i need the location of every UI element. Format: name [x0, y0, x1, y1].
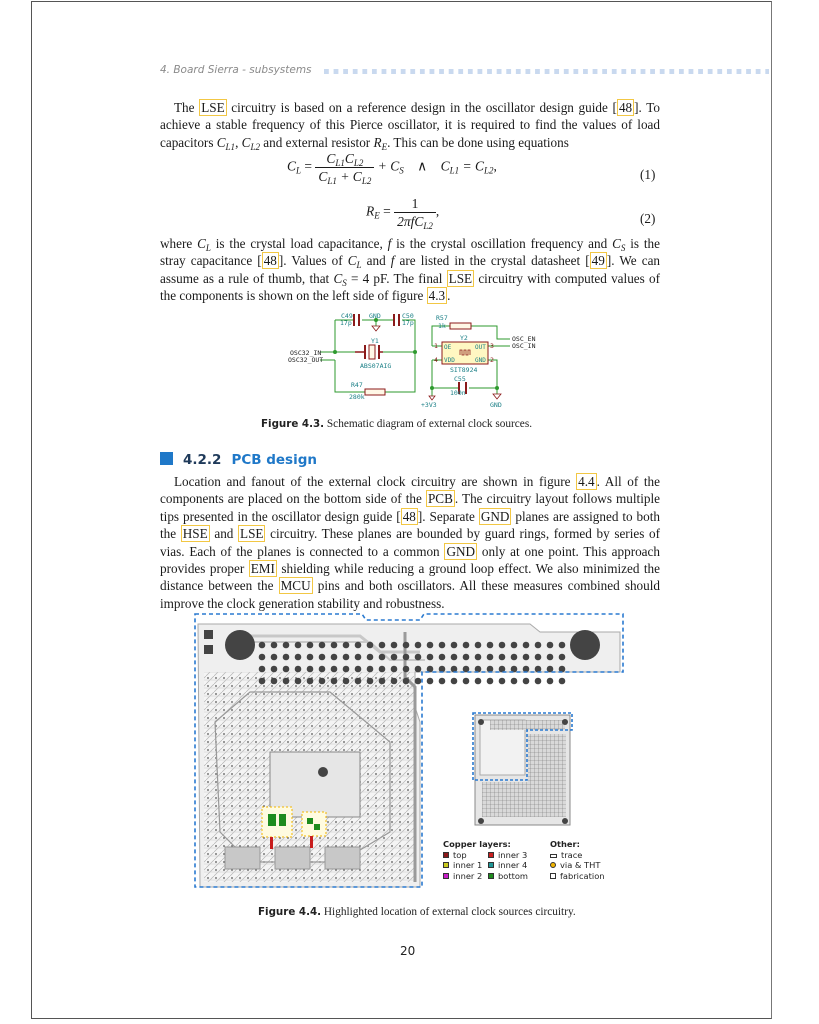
- header-pin: [499, 642, 506, 649]
- header-pin: [343, 678, 350, 685]
- capacitor-c50: [394, 314, 399, 326]
- ground-symbol-icon: [493, 394, 501, 399]
- citation-link-48[interactable]: 48: [402, 508, 416, 524]
- schematic-diagram: [280, 312, 536, 409]
- math-var: C: [612, 236, 621, 251]
- text: . This can be done using equations: [387, 134, 569, 150]
- header-pin: [559, 642, 566, 649]
- text: is the stray capacitance: [160, 236, 660, 269]
- math-sub: L2: [484, 165, 494, 176]
- math-var: C: [333, 270, 343, 286]
- math-sub: L: [205, 243, 211, 253]
- text: ,: [493, 158, 497, 174]
- text: . We can assume as a rule of thumb, that: [160, 253, 661, 286]
- text: circuitry is based on a reference design in the oscillator design guide: [226, 100, 613, 115]
- legend-label: bottom: [498, 870, 529, 881]
- figure-4-3-caption: [261, 418, 532, 430]
- acronym-link-hse[interactable]: HSE: [182, 526, 208, 542]
- text: only at one point. This approach provides proper: [160, 543, 660, 577]
- header-pin: [559, 678, 566, 685]
- text: . The circuitry layout follows multiple tips presented in the oscillator design guide: [160, 491, 660, 524]
- header-pin: [319, 642, 326, 649]
- label-3v3: +3V3: [421, 401, 437, 409]
- acronym-link-pcb[interactable]: PCB: [427, 491, 453, 507]
- header-pin: [391, 666, 398, 673]
- math-var: C: [347, 253, 357, 269]
- header-pin: [271, 642, 278, 649]
- running-head: 4. Board Sierra - subsystems: [160, 64, 312, 76]
- header-pin: [379, 654, 386, 661]
- paragraph-definitions: where $C_L$ is the crystal load capacitance, f is the crystal oscillation frequency and $C_S$ is the stray capacitance [ 48 ]. Values of $C_L$ and f are listed in the crystal datasheet [ 49 ]. We can assume as a rule of thumb, that $C_S = 4$ pF. The final LSE circuitry with computed values of the components is shown on the left side of figure 4.3 .: [160, 236, 661, 304]
- header-pin: [355, 678, 362, 685]
- header-pin: [259, 642, 266, 649]
- legend-item-fabrication: [550, 871, 605, 882]
- header-pin: [307, 678, 314, 685]
- fiducial-square: [204, 645, 213, 654]
- text: . To achieve a stable frequency of this Pierce oscillator, it is required to find the values of load capacitors: [160, 100, 660, 150]
- header-pin: [463, 678, 470, 685]
- text: = 4 pF. The final: [346, 270, 447, 286]
- legend-label: inner 2: [453, 870, 483, 881]
- header-pin: [523, 642, 530, 649]
- legend-item-via: [550, 860, 605, 871]
- fraction: [315, 150, 374, 185]
- header-pin: [547, 678, 554, 685]
- math-var: R: [373, 134, 382, 150]
- label-gnd: GND: [369, 312, 381, 320]
- label-y1: Y1: [371, 337, 379, 345]
- header-pin: [499, 678, 506, 685]
- text: is the crystal load capacitance,: [210, 236, 388, 251]
- legend-label: inner 3: [498, 849, 528, 860]
- legend-label: inner 4: [498, 860, 528, 870]
- acronym-link-lse[interactable]: LSE: [448, 270, 473, 286]
- text: and: [361, 253, 391, 269]
- header-pin: [295, 642, 302, 649]
- acronym-link-gnd[interactable]: GND: [480, 508, 510, 524]
- section-heading: [160, 452, 317, 468]
- net-osc32-in: OSC32_IN: [290, 349, 322, 357]
- header-pin: [415, 654, 422, 661]
- math-var: f: [387, 236, 392, 251]
- legend-label: trace: [561, 849, 583, 860]
- paragraph-pcb-design: Location and fanout of the external clock circuitry are shown in figure 4.4 . All of the components are placed on the bottom side of the PCB . The circuitry layout follows multiple tips presented in the oscillator design guide [ 48 ]. Separate GND planes are assigned to both the HSE and LSE circuitry. These planes are bounded by guard rings, formed by series of vias. Each of the planes is connected to a common GND only at one point. This approach provides proper EMI shielding while reducing a ground loop effect. We also minimized the distance between the MCU pins and both oscillators. All these measures combined should improve the clock generation stability and robustness.: [160, 474, 660, 611]
- header-pin: [379, 678, 386, 685]
- header-pin: [403, 642, 410, 649]
- header-pin: [511, 678, 518, 685]
- header-pin: [367, 666, 374, 673]
- header-pin: [367, 678, 374, 685]
- header-pin: [355, 666, 362, 673]
- math-var: C: [287, 158, 297, 174]
- header-pin: [475, 642, 482, 649]
- math-sub: E: [374, 210, 380, 221]
- header-pin: [451, 654, 458, 661]
- header-pin: [415, 678, 422, 685]
- math-sub: L2: [250, 141, 260, 152]
- text: .: [447, 288, 451, 304]
- layer-swatch-icon: [443, 852, 449, 858]
- pin-2: 2: [490, 356, 494, 364]
- pad-group: [275, 847, 310, 869]
- math-var: C: [440, 158, 450, 174]
- header-pin: [535, 678, 542, 685]
- header-pin: [331, 654, 338, 661]
- pin-3: 3: [490, 342, 494, 350]
- header-pin: [367, 654, 374, 661]
- header-pin: [271, 654, 278, 661]
- fiducial-square: [204, 630, 213, 639]
- header-pin: [283, 678, 290, 685]
- header-pin: [451, 642, 458, 649]
- text: and external resistor: [259, 134, 374, 150]
- legend-item-inner4: [488, 860, 528, 871]
- section-title: PCB design: [231, 452, 317, 468]
- math-var: C: [197, 236, 206, 251]
- pad-group: [325, 847, 360, 869]
- math-sub: L1: [449, 165, 460, 176]
- text: . Values of: [283, 253, 348, 269]
- header-pin: [439, 678, 446, 685]
- part-y1: ABS07AIG: [360, 362, 392, 370]
- header-pin: [271, 666, 278, 673]
- capacitor-c49: [354, 314, 359, 326]
- equation-number-1: (1): [640, 167, 656, 182]
- math-var: C: [344, 151, 354, 166]
- header-pin: [523, 654, 530, 661]
- equation-number-2: (2): [640, 211, 656, 226]
- math-sub: L1: [327, 176, 337, 186]
- header-pin: [547, 642, 554, 649]
- header-pin: [331, 642, 338, 649]
- header-pin: [511, 642, 518, 649]
- numerator: 1: [394, 195, 436, 213]
- math-var: f: [390, 253, 395, 269]
- header-pin: [451, 678, 458, 685]
- citation-link-48[interactable]: 48: [618, 100, 633, 115]
- header-pin: [439, 642, 446, 649]
- header-pin: [367, 642, 374, 649]
- numerator: [315, 150, 374, 168]
- math-var: 2πfC: [397, 214, 424, 229]
- acronym-link-lse[interactable]: LSE: [240, 526, 264, 542]
- header-pin: [259, 666, 266, 673]
- math-sub: L2: [353, 158, 364, 168]
- figure-4-4-caption: [258, 906, 576, 918]
- label-c50: C50: [402, 312, 414, 320]
- caption-text: Highlighted location of external clock sources circuitry.: [321, 906, 576, 918]
- header-pin: [463, 654, 470, 661]
- label-r47: R47: [351, 381, 363, 389]
- header-pin: [259, 678, 266, 685]
- math-sub: S: [399, 165, 404, 176]
- math-sub: L2: [423, 221, 433, 231]
- text: ,: [435, 203, 440, 219]
- layer-swatch-icon: [443, 873, 449, 879]
- pin-name-oe: OE: [444, 344, 452, 351]
- header-pin: [403, 666, 410, 673]
- pin-name-gnd: GND: [475, 357, 486, 364]
- mounting-hole: [570, 630, 600, 660]
- label-gnd-bottom: GND: [490, 401, 502, 409]
- header-pin: [331, 666, 338, 673]
- caption-label: Figure 4.3.: [261, 418, 325, 430]
- pcb-overview-thumbnail: [473, 713, 572, 825]
- net-osc-in: OSC_IN: [512, 342, 536, 350]
- text: circuitry with computed values of the components is shown on the left side of figure: [160, 270, 660, 304]
- header-pin: [355, 654, 362, 661]
- resistor-r57: [450, 323, 471, 329]
- math-var: C: [326, 151, 336, 166]
- text: are listed in the crystal datasheet: [394, 253, 586, 269]
- citation-link-49[interactable]: 49: [591, 253, 605, 269]
- legend-label: top: [453, 849, 467, 860]
- header-pin: [319, 666, 326, 673]
- trace-swatch-icon: [550, 854, 557, 858]
- header-pin: [319, 654, 326, 661]
- value-c50: 17p: [402, 319, 414, 327]
- math-var: C: [216, 134, 226, 150]
- fabrication-swatch-icon: [550, 873, 556, 879]
- acronym-link-emi[interactable]: EMI: [250, 561, 275, 577]
- legend-item-trace: [550, 850, 605, 861]
- header-pin: [403, 678, 410, 685]
- legend-label: fabrication: [560, 870, 605, 881]
- header-pin: [283, 642, 290, 649]
- math-var: + C: [374, 158, 400, 174]
- section-marker-icon: [160, 452, 173, 465]
- header-pin: [259, 654, 266, 661]
- text: circuitry. These planes are bounded by guard rings, formed by series of vias. Each of the planes is connected to a common: [160, 526, 660, 559]
- header-pin: [295, 678, 302, 685]
- header-pin: [535, 654, 542, 661]
- text: ,: [235, 134, 242, 150]
- running-head-dots: [324, 69, 769, 74]
- caption-label: Figure 4.4.: [258, 906, 322, 918]
- text: Location and fanout of the external clock circuitry are shown in figure: [174, 474, 577, 489]
- pin-name-vdd: VDD: [444, 357, 455, 364]
- figure-link-4-4[interactable]: 4.4: [578, 474, 595, 489]
- legend-copper-title: Copper layers:: [443, 839, 511, 849]
- fraction: [394, 195, 436, 230]
- header-pin: [343, 642, 350, 649]
- acronym-link-gnd[interactable]: GND: [446, 543, 476, 559]
- text: where: [160, 236, 198, 251]
- math-sub: E: [381, 141, 388, 152]
- header-pin: [379, 666, 386, 673]
- header-pin: [331, 678, 338, 685]
- math-op: =: [301, 158, 316, 174]
- equation-2: [366, 195, 439, 230]
- resistor-r47: [365, 389, 385, 395]
- math-var: = C: [459, 158, 484, 174]
- label-y2: Y2: [460, 334, 468, 342]
- header-pin: [559, 654, 566, 661]
- header-pin: [391, 654, 398, 661]
- part-y2: SIT8924: [450, 366, 478, 374]
- text: . Separate: [422, 508, 479, 524]
- header-pin: [535, 642, 542, 649]
- text: pins and both oscillators. All these measures combined should improve the clock generation stability and robustness.: [160, 578, 660, 611]
- equation-1: [287, 150, 497, 185]
- header-pin: [415, 642, 422, 649]
- header-pin: [307, 642, 314, 649]
- math-var: + C: [336, 169, 362, 184]
- header-pin: [439, 654, 446, 661]
- header-pin: [307, 654, 314, 661]
- math-sub: L: [356, 260, 362, 271]
- section-number: 4.2.2: [183, 452, 222, 468]
- header-pin: [547, 654, 554, 661]
- acronym-link-mcu[interactable]: MCU: [280, 578, 311, 594]
- header-pin: [319, 678, 326, 685]
- figure-link-4-3[interactable]: 4.3: [428, 288, 446, 304]
- layer-swatch-icon: [488, 852, 494, 858]
- header-pin: [343, 654, 350, 661]
- header-pin: [523, 678, 530, 685]
- header-pin: [391, 642, 398, 649]
- legend-label: inner 1: [453, 860, 483, 870]
- header-pin: [283, 654, 290, 661]
- header-pin: [463, 642, 470, 649]
- header-pin: [427, 654, 434, 661]
- math-sub: L1: [225, 141, 236, 152]
- header-pin: [343, 666, 350, 673]
- text: and: [209, 526, 239, 542]
- header-pin: [487, 642, 494, 649]
- layer-swatch-icon: [443, 862, 449, 868]
- caption-text: Schematic diagram of external clock sources.: [324, 418, 533, 430]
- legend-item-inner3: [488, 850, 528, 861]
- header-pin: [427, 678, 434, 685]
- math-sub: S: [342, 277, 347, 288]
- pin-name-out: OUT: [475, 344, 486, 351]
- header-pin: [499, 654, 506, 661]
- value-r47: 280k: [349, 393, 365, 401]
- header-pin: [307, 666, 314, 673]
- math-sub: L: [296, 165, 302, 176]
- value-c49: 17p: [340, 319, 352, 327]
- mounting-hole: [225, 630, 255, 660]
- via-swatch-icon: [550, 862, 556, 868]
- math-var: R: [366, 203, 375, 219]
- via: [318, 767, 328, 777]
- legend-other-title: Other:: [550, 839, 580, 849]
- header-pin: [391, 678, 398, 685]
- header-pin: [355, 642, 362, 649]
- math-sub: L1: [335, 158, 345, 168]
- ground-symbol-icon: [372, 326, 380, 331]
- denominator: [394, 213, 436, 230]
- header-pin: [415, 666, 422, 673]
- math-var: C: [241, 134, 251, 150]
- net-osc32-out: OSC32_OUT: [288, 356, 324, 364]
- header-pin: [427, 642, 434, 649]
- header-pin: [475, 654, 482, 661]
- value-c55: 100n: [450, 389, 466, 397]
- label-r57: R57: [436, 314, 448, 322]
- acronym-link-lse[interactable]: LSE: [201, 100, 225, 115]
- pin-4: 4: [434, 356, 438, 364]
- label-c55: C55: [454, 375, 466, 383]
- math-sub: S: [620, 243, 626, 253]
- label-c49: C49: [341, 312, 353, 320]
- legend-item-bottom: [488, 871, 528, 882]
- paragraph-lse-intro: The LSE circuitry is based on a reference design in the oscillator design guide [ 48 ]. To achieve a stable frequency of this Pierce oscillator, it is required to find the values of load capacitors $C_{L1}$, $C_{L2}$ and external resistor $R_E$. This can be done using equations: [160, 100, 660, 152]
- text: is the crystal oscillation frequency and: [391, 236, 613, 251]
- header-pin: [511, 654, 518, 661]
- layer-swatch-icon: [488, 862, 494, 868]
- math-op: =: [379, 203, 395, 219]
- denominator: [315, 168, 374, 185]
- page-number: 20: [400, 944, 416, 958]
- math-op: ∧: [417, 158, 428, 174]
- net-osc-en: OSC_EN: [512, 335, 536, 343]
- pin-1: 1: [434, 342, 438, 350]
- header-pin: [271, 678, 278, 685]
- value-r57: 1k: [438, 322, 446, 330]
- header-pin: [403, 654, 410, 661]
- citation-link-48[interactable]: 48: [263, 253, 277, 269]
- math-sub: L2: [361, 176, 372, 186]
- math-var: C: [318, 169, 328, 184]
- header-pin: [487, 654, 494, 661]
- text: The: [174, 100, 200, 115]
- header-pin: [283, 666, 290, 673]
- header-pin: [295, 666, 302, 673]
- header-pin: [475, 678, 482, 685]
- crystal-y1: [355, 345, 383, 359]
- text: . All of the components are placed on the bottom side of the: [160, 474, 660, 507]
- pad-group: [225, 847, 260, 869]
- header-pin: [295, 654, 302, 661]
- power-symbol-icon: [429, 396, 435, 400]
- text: planes are assigned to both the: [160, 508, 660, 542]
- header-pin: [379, 642, 386, 649]
- text: shielding while reducing a ground loop effect. We also minimized the distance between the: [160, 561, 660, 594]
- header-pin: [487, 678, 494, 685]
- layer-swatch-icon: [488, 873, 494, 879]
- legend-label: via & THT: [560, 860, 601, 870]
